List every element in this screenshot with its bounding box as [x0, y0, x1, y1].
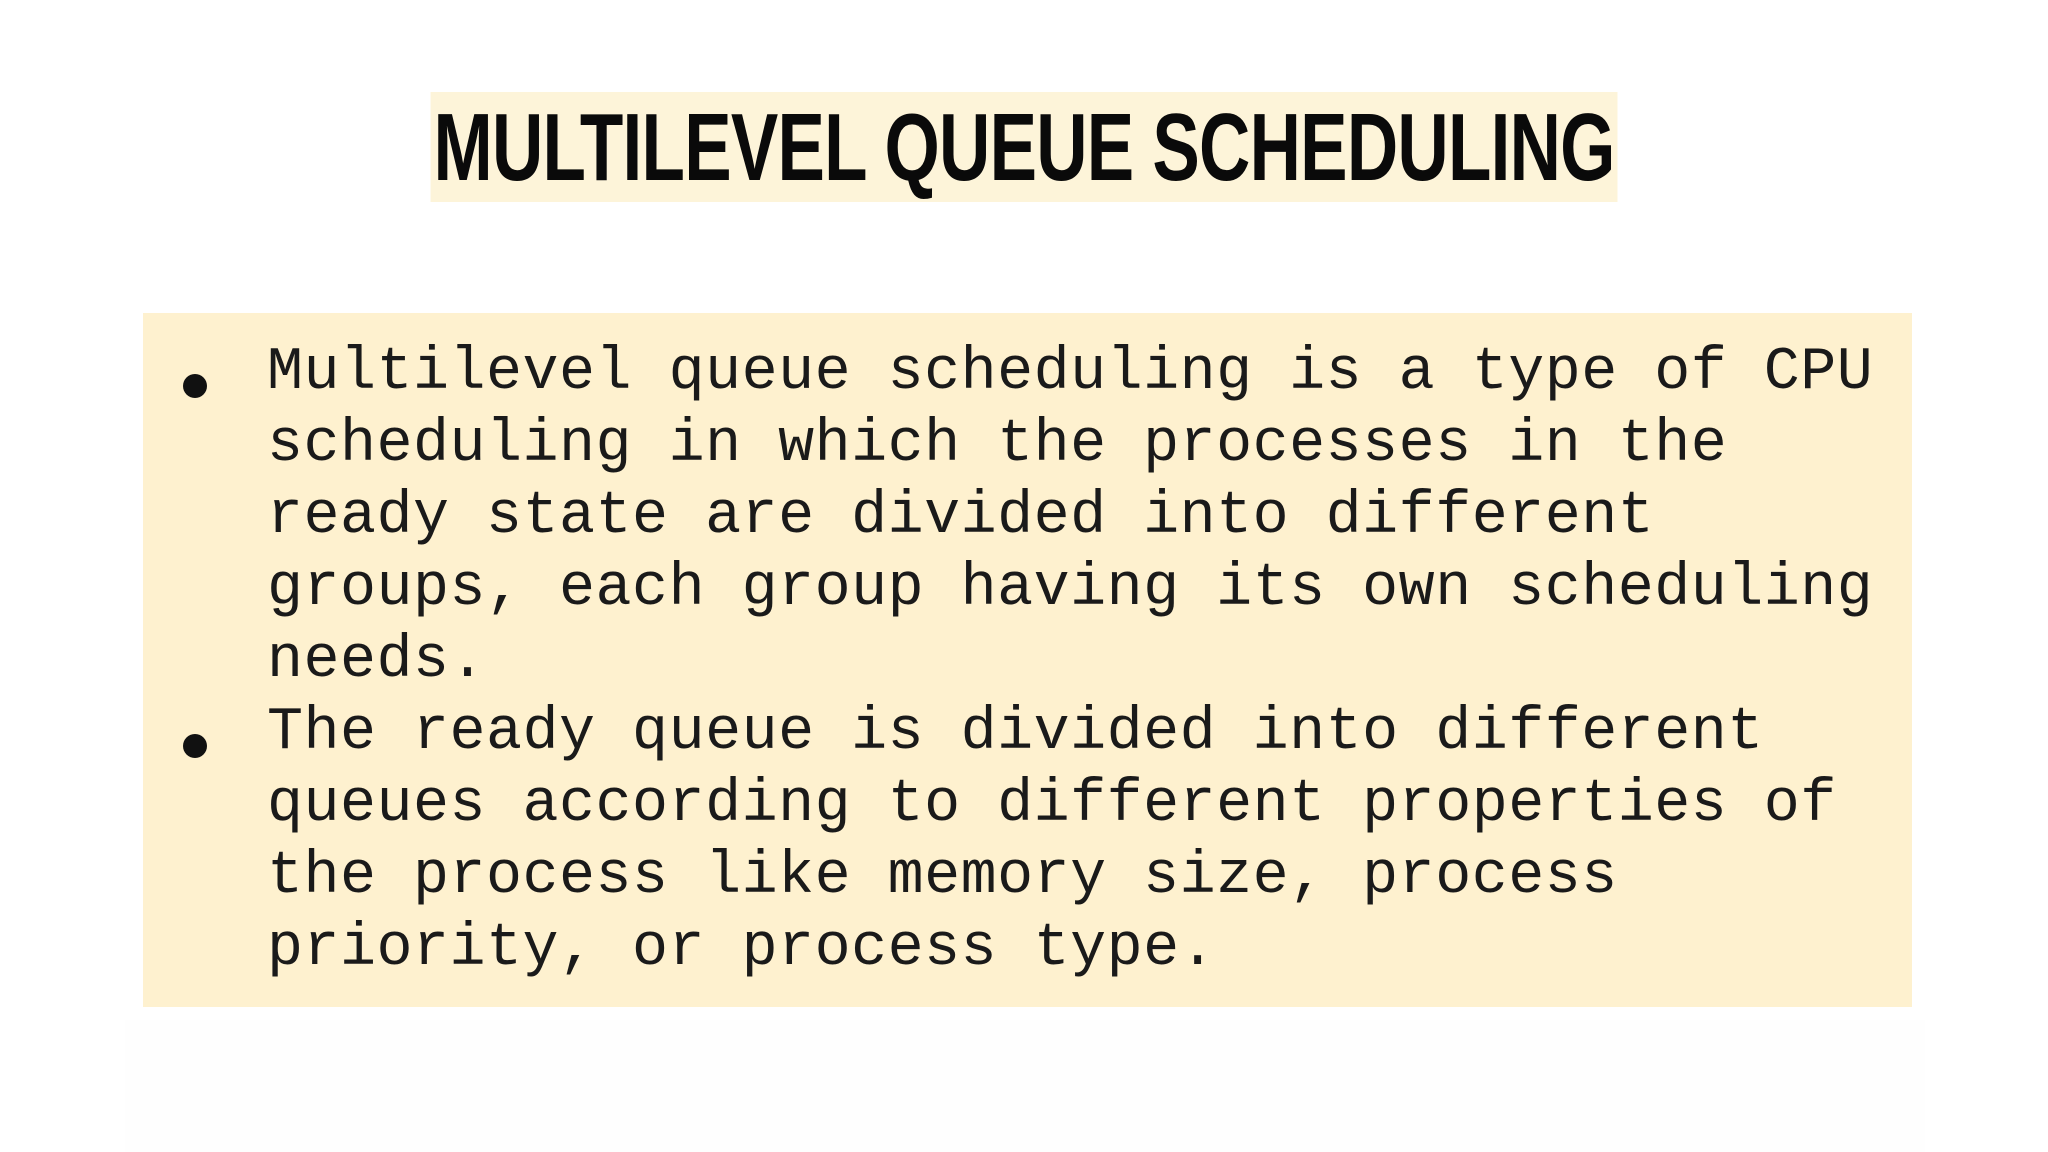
bullet-line: the process like memory size, process: [267, 843, 1618, 911]
bullet-line: groups, each group having its own scheduling: [267, 555, 1874, 623]
content-box: [143, 313, 1912, 1007]
bullet-line: needs.: [267, 627, 487, 695]
bottom-area: [125, 1020, 1925, 1152]
bullet-line: Multilevel queue scheduling is a type of CPU: [267, 339, 1874, 407]
bullet-line: ready state are divided into different: [267, 483, 1655, 551]
bullet-item: [143, 697, 1912, 985]
bullet-dot-icon: [183, 374, 207, 398]
title-wrap: [0, 92, 2048, 202]
bullet-list: [143, 337, 1912, 985]
bullet-item: [143, 337, 1912, 697]
bullet-dot-icon: [183, 734, 207, 758]
bullet-line: queues according to different properties of: [267, 771, 1837, 839]
bullet-line: scheduling in which the processes in the: [267, 411, 1728, 479]
bullet-line: The ready queue is divided into different: [267, 699, 1764, 767]
slide-title: MULTILEVEL QUEUE SCHEDULING: [430, 92, 1617, 202]
bullet-line: priority, or process type.: [267, 915, 1217, 983]
